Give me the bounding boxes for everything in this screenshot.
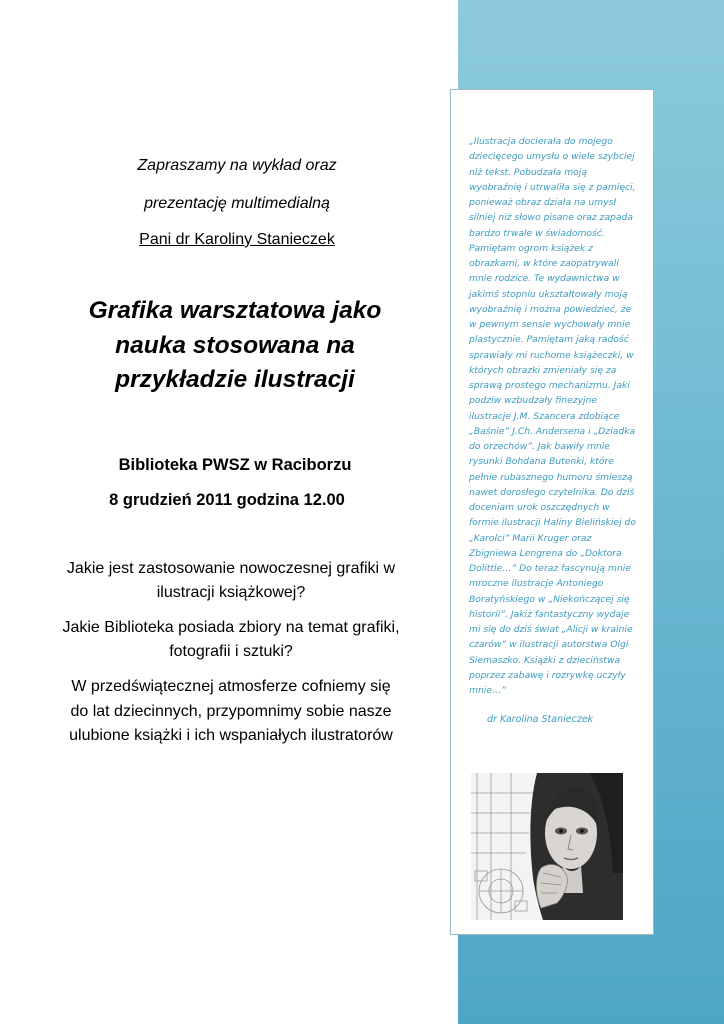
lecture-title-line-1: Grafika warsztatowa jako xyxy=(88,297,382,324)
question-1 xyxy=(16,557,446,604)
quote-line: nawet dorosłego czytelnika. Do dziś xyxy=(469,486,635,498)
quote-line: plastycznie. Pamiętam jaką radość xyxy=(469,334,629,346)
quote-line: ilustracje J.M. Szancera zdobiące xyxy=(469,410,620,422)
closing-line-2: do lat dziecinnych, przypomnimy sobie nasze xyxy=(70,702,392,720)
lecture-title-line-2: nauka stosowana na xyxy=(115,331,355,359)
quote-line: sprawiały mi ruchome książeczki, w xyxy=(469,349,634,361)
quote-line: jakimś stopniu ukształtowały moją xyxy=(469,288,628,300)
quote-line: wyobraźnię i utrwaliła się z pamięci, xyxy=(469,181,636,193)
question-2-line-2: fotografii i sztuki? xyxy=(169,642,293,660)
invitation-line-2: prezentację multimedialną xyxy=(144,195,330,212)
quote-line: do orzechów”. Jak bawiły mnie xyxy=(469,441,610,452)
quote-line: „Karolci” Marii Kruger oraz xyxy=(469,532,592,544)
closing-line-1: W przedświątecznej atmosferze cofniemy się xyxy=(71,678,391,695)
quote-line: obrazkami, w które zaopatrywali xyxy=(469,258,619,269)
quote-line: Zbigniewa Lengrena do „Doktora xyxy=(469,547,622,559)
quote-line: niż tekst. Pobudzała moją xyxy=(469,166,587,178)
invitation-line-1: Zapraszamy na wykład oraz xyxy=(137,157,337,174)
closing-line-3: ulubione książki i ich wspaniałych ilustratorów xyxy=(69,727,393,744)
quote-line: pełnie rubasznego humoru śmieszą xyxy=(469,471,633,483)
quote-line: czarów” w ilustracji autorstwa Olgi xyxy=(469,639,629,651)
lecture-title xyxy=(10,294,460,398)
quote-line: „Baśnie” J.Ch. Andersena i „Dziadka xyxy=(469,425,636,437)
quote-line: poprzez zabawę i rozrywkę uczyły xyxy=(469,669,626,681)
quote-line: formie ilustracji Haliny Bielińskiej do xyxy=(469,517,637,529)
quote-line: mnie rodzice. Te wydawnictwa w xyxy=(469,273,620,285)
question-2 xyxy=(16,616,446,663)
quote-line: Pamiętam ogrom książek z xyxy=(469,242,593,254)
quote-line: których obrazki zmieniały się za xyxy=(469,364,617,376)
quote-line: mroczne ilustracje Antoniego xyxy=(469,578,604,590)
portrait-illustration xyxy=(471,773,623,920)
venue: Biblioteka PWSZ w Raciborzu xyxy=(118,456,352,474)
quote-line: mnie…” xyxy=(469,685,506,696)
lecture-title-line-3: przykładzie ilustracji xyxy=(115,366,355,393)
quote-line: mi się do dziś świat „Alicji w krainie xyxy=(469,624,633,635)
quote-line: Boratyńskiego w „Niekończącej się xyxy=(469,593,630,605)
quote-line: Siemaszko. Książki z dzieciństwa xyxy=(469,654,621,666)
author-quote xyxy=(469,134,639,698)
lecturer-name: Pani dr Karoliny Stanieczek xyxy=(139,231,335,248)
quote-line: Dolittle…” Do teraz fascynują mnie xyxy=(469,563,631,574)
quote-line: rysunki Bohdana Butenki, które xyxy=(469,456,614,468)
quote-line: bardzo trwale w świadomość. xyxy=(469,227,605,239)
quote-line: w pewnym sensie wychowały mnie xyxy=(469,319,631,330)
quote-line: historii”. Jakiż fantastyczny wydaje xyxy=(469,608,630,620)
portrait-drawing xyxy=(471,773,623,920)
question-1-line-1: Jakie jest zastosowanie nowoczesnej grafiki w xyxy=(66,560,396,577)
quote-line: dziecięcego umysłu o wiele szybciej xyxy=(469,151,635,163)
quote-line: wyobraźnię i można powiedzieć, że xyxy=(469,303,632,315)
date-time: 8 grudzień 2011 godzina 12.00 xyxy=(109,491,345,509)
question-1-line-2: ilustracji książkowej? xyxy=(156,583,306,601)
quote-line: podziw wzbudzały finezyjne xyxy=(469,395,598,407)
question-2-line-1: Jakie Biblioteka posiada zbiory na temat grafiki, xyxy=(62,619,400,636)
quote-signature: dr Karolina Stanieczek xyxy=(487,714,594,725)
quote-line: doceniam urok oszczędnych w xyxy=(469,502,610,513)
closing-paragraph xyxy=(16,675,446,749)
quote-line: sprawą prostego mechanizmu. Jaki xyxy=(469,380,630,391)
quote-line: „Ilustracja docierała do mojego xyxy=(469,136,613,147)
quote-line: silniej niż słowo pisane oraz zapada xyxy=(469,212,633,224)
quote-line: ponieważ obraz działa na umysł xyxy=(469,197,617,208)
quote-card xyxy=(450,89,654,935)
